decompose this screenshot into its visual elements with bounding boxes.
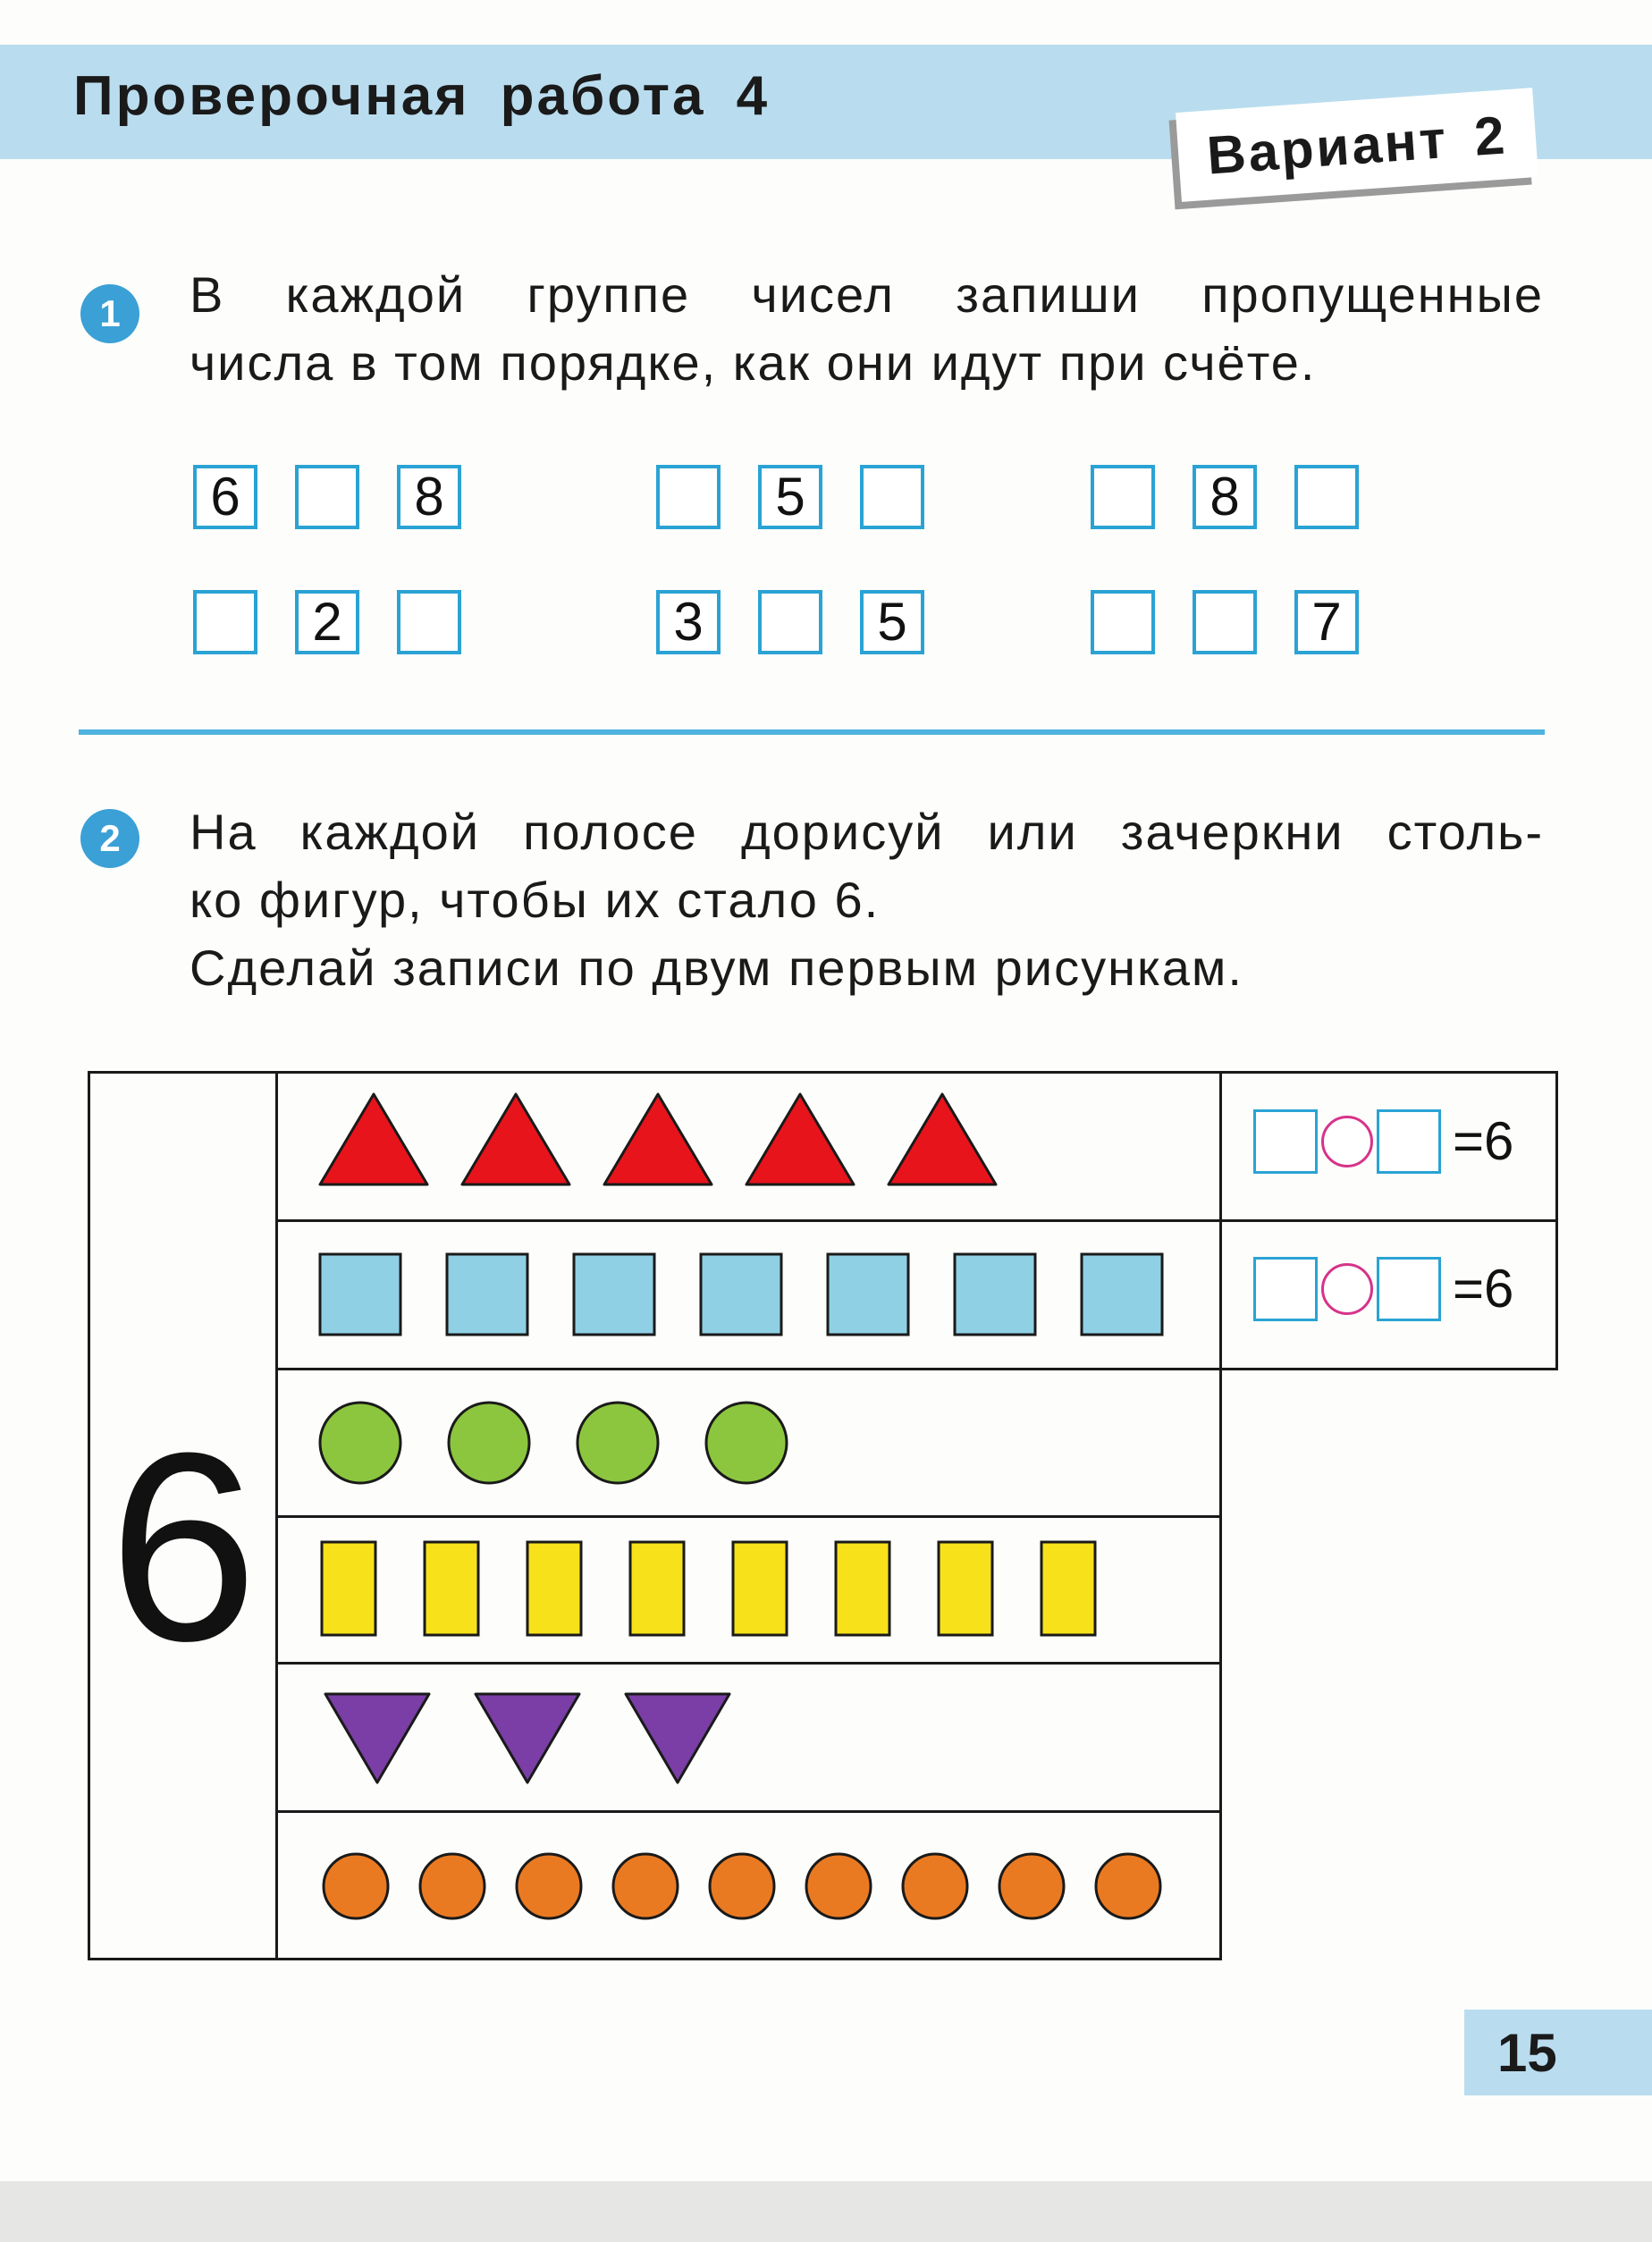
grid-line-right xyxy=(1219,1071,1222,1960)
equation-operator-circle[interactable] xyxy=(1321,1263,1373,1315)
orange-circle-shape xyxy=(710,1854,774,1918)
equation-result: =6 xyxy=(1453,1111,1514,1171)
task2-text-line1: На каждой полосе дорисуй или зачеркни столь- xyxy=(190,804,1544,860)
grid-line-strip-separator xyxy=(275,1810,1219,1813)
grid-line-strip-separator xyxy=(275,1515,1219,1518)
empty-number-box[interactable] xyxy=(758,590,822,654)
red-triangle-shape xyxy=(604,1094,712,1184)
red-triangle-shape xyxy=(462,1094,569,1184)
target-number: 6 xyxy=(108,1396,258,1697)
grid-line-equation-right xyxy=(1555,1071,1558,1370)
number-box: 2 xyxy=(295,590,359,654)
number-box: 8 xyxy=(1193,465,1257,529)
task2-text-line2: ко фигур, чтобы их стало 6. xyxy=(190,872,881,928)
empty-number-box[interactable] xyxy=(1294,465,1359,529)
task2-number-badge: 2 xyxy=(80,809,139,868)
green-circle-shape xyxy=(320,1403,400,1483)
yellow-rectangle-shape xyxy=(836,1542,889,1635)
equation-second-operand-box[interactable] xyxy=(1377,1109,1441,1174)
page-number: 15 xyxy=(1497,2023,1557,2083)
number-box: 5 xyxy=(860,590,924,654)
orange-circle-shape xyxy=(806,1854,871,1918)
task2-text-line3: Сделай записи по двум первым рисункам. xyxy=(190,940,1243,996)
green-circle-shape xyxy=(449,1403,529,1483)
grid-line-strip-separator xyxy=(275,1219,1219,1222)
grid-line-equation-bottom xyxy=(1219,1368,1555,1370)
blue-square-shape xyxy=(1082,1254,1162,1335)
equation-first-operand-box[interactable] xyxy=(1253,1109,1318,1174)
equation-operator-circle[interactable] xyxy=(1321,1116,1373,1167)
work-title: Проверочная работа 4 xyxy=(73,65,771,127)
orange-circle-shape xyxy=(517,1854,581,1918)
purple-triangle-shape xyxy=(626,1694,729,1783)
orange-circle-shape xyxy=(1096,1854,1160,1918)
orange-circle-shape xyxy=(324,1854,388,1918)
blue-square-shape xyxy=(828,1254,908,1335)
variant-tag: Вариант 2 xyxy=(1176,88,1538,202)
empty-number-box[interactable] xyxy=(397,590,461,654)
number-box: 7 xyxy=(1294,590,1359,654)
purple-triangle-shape xyxy=(476,1694,579,1783)
yellow-rectangle-shape xyxy=(425,1542,478,1635)
blue-square-shape xyxy=(955,1254,1035,1335)
empty-number-box[interactable] xyxy=(193,590,257,654)
yellow-rectangle-shape xyxy=(733,1542,787,1635)
green-circle-shape xyxy=(577,1403,658,1483)
number-box: 6 xyxy=(193,465,257,529)
number-box: 3 xyxy=(656,590,721,654)
number-box: 8 xyxy=(397,465,461,529)
grid-line-bottom xyxy=(88,1958,1219,1960)
empty-number-box[interactable] xyxy=(295,465,359,529)
page-bottom-edge xyxy=(0,2181,1652,2242)
empty-number-box[interactable] xyxy=(1193,590,1257,654)
blue-square-shape xyxy=(701,1254,781,1335)
purple-triangle-shape xyxy=(325,1694,429,1783)
yellow-rectangle-shape xyxy=(1041,1542,1095,1635)
empty-number-box[interactable] xyxy=(1091,465,1155,529)
empty-number-box[interactable] xyxy=(1091,590,1155,654)
equation-first-operand-box[interactable] xyxy=(1253,1257,1318,1321)
task1-number-badge: 1 xyxy=(80,284,139,343)
yellow-rectangle-shape xyxy=(322,1542,375,1635)
task1-text-line2: числа в том порядке, как они идут при счёте. xyxy=(190,334,1317,391)
page-number-box xyxy=(1464,2010,1652,2095)
task1-text-line1: В каждой группе чисел запиши пропущенные xyxy=(190,266,1544,323)
blue-square-shape xyxy=(320,1254,400,1335)
grid-line-strip-separator xyxy=(275,1368,1219,1370)
section-divider xyxy=(79,729,1545,735)
orange-circle-shape xyxy=(420,1854,485,1918)
empty-number-box[interactable] xyxy=(860,465,924,529)
green-circle-shape xyxy=(706,1403,787,1483)
grid-line-top xyxy=(88,1071,1219,1074)
red-triangle-shape xyxy=(746,1094,854,1184)
orange-circle-shape xyxy=(613,1854,678,1918)
red-triangle-shape xyxy=(889,1094,996,1184)
yellow-rectangle-shape xyxy=(527,1542,581,1635)
yellow-rectangle-shape xyxy=(939,1542,992,1635)
number-box: 5 xyxy=(758,465,822,529)
empty-number-box[interactable] xyxy=(656,465,721,529)
orange-circle-shape xyxy=(999,1854,1064,1918)
yellow-rectangle-shape xyxy=(630,1542,684,1635)
red-triangle-shape xyxy=(320,1094,427,1184)
equation-result: =6 xyxy=(1453,1259,1514,1319)
grid-line-equation-middle xyxy=(1219,1219,1555,1222)
blue-square-shape xyxy=(574,1254,654,1335)
equation-second-operand-box[interactable] xyxy=(1377,1257,1441,1321)
grid-line-strip-separator xyxy=(275,1662,1219,1665)
blue-square-shape xyxy=(447,1254,527,1335)
grid-line-equation-top xyxy=(1219,1071,1555,1074)
orange-circle-shape xyxy=(903,1854,967,1918)
